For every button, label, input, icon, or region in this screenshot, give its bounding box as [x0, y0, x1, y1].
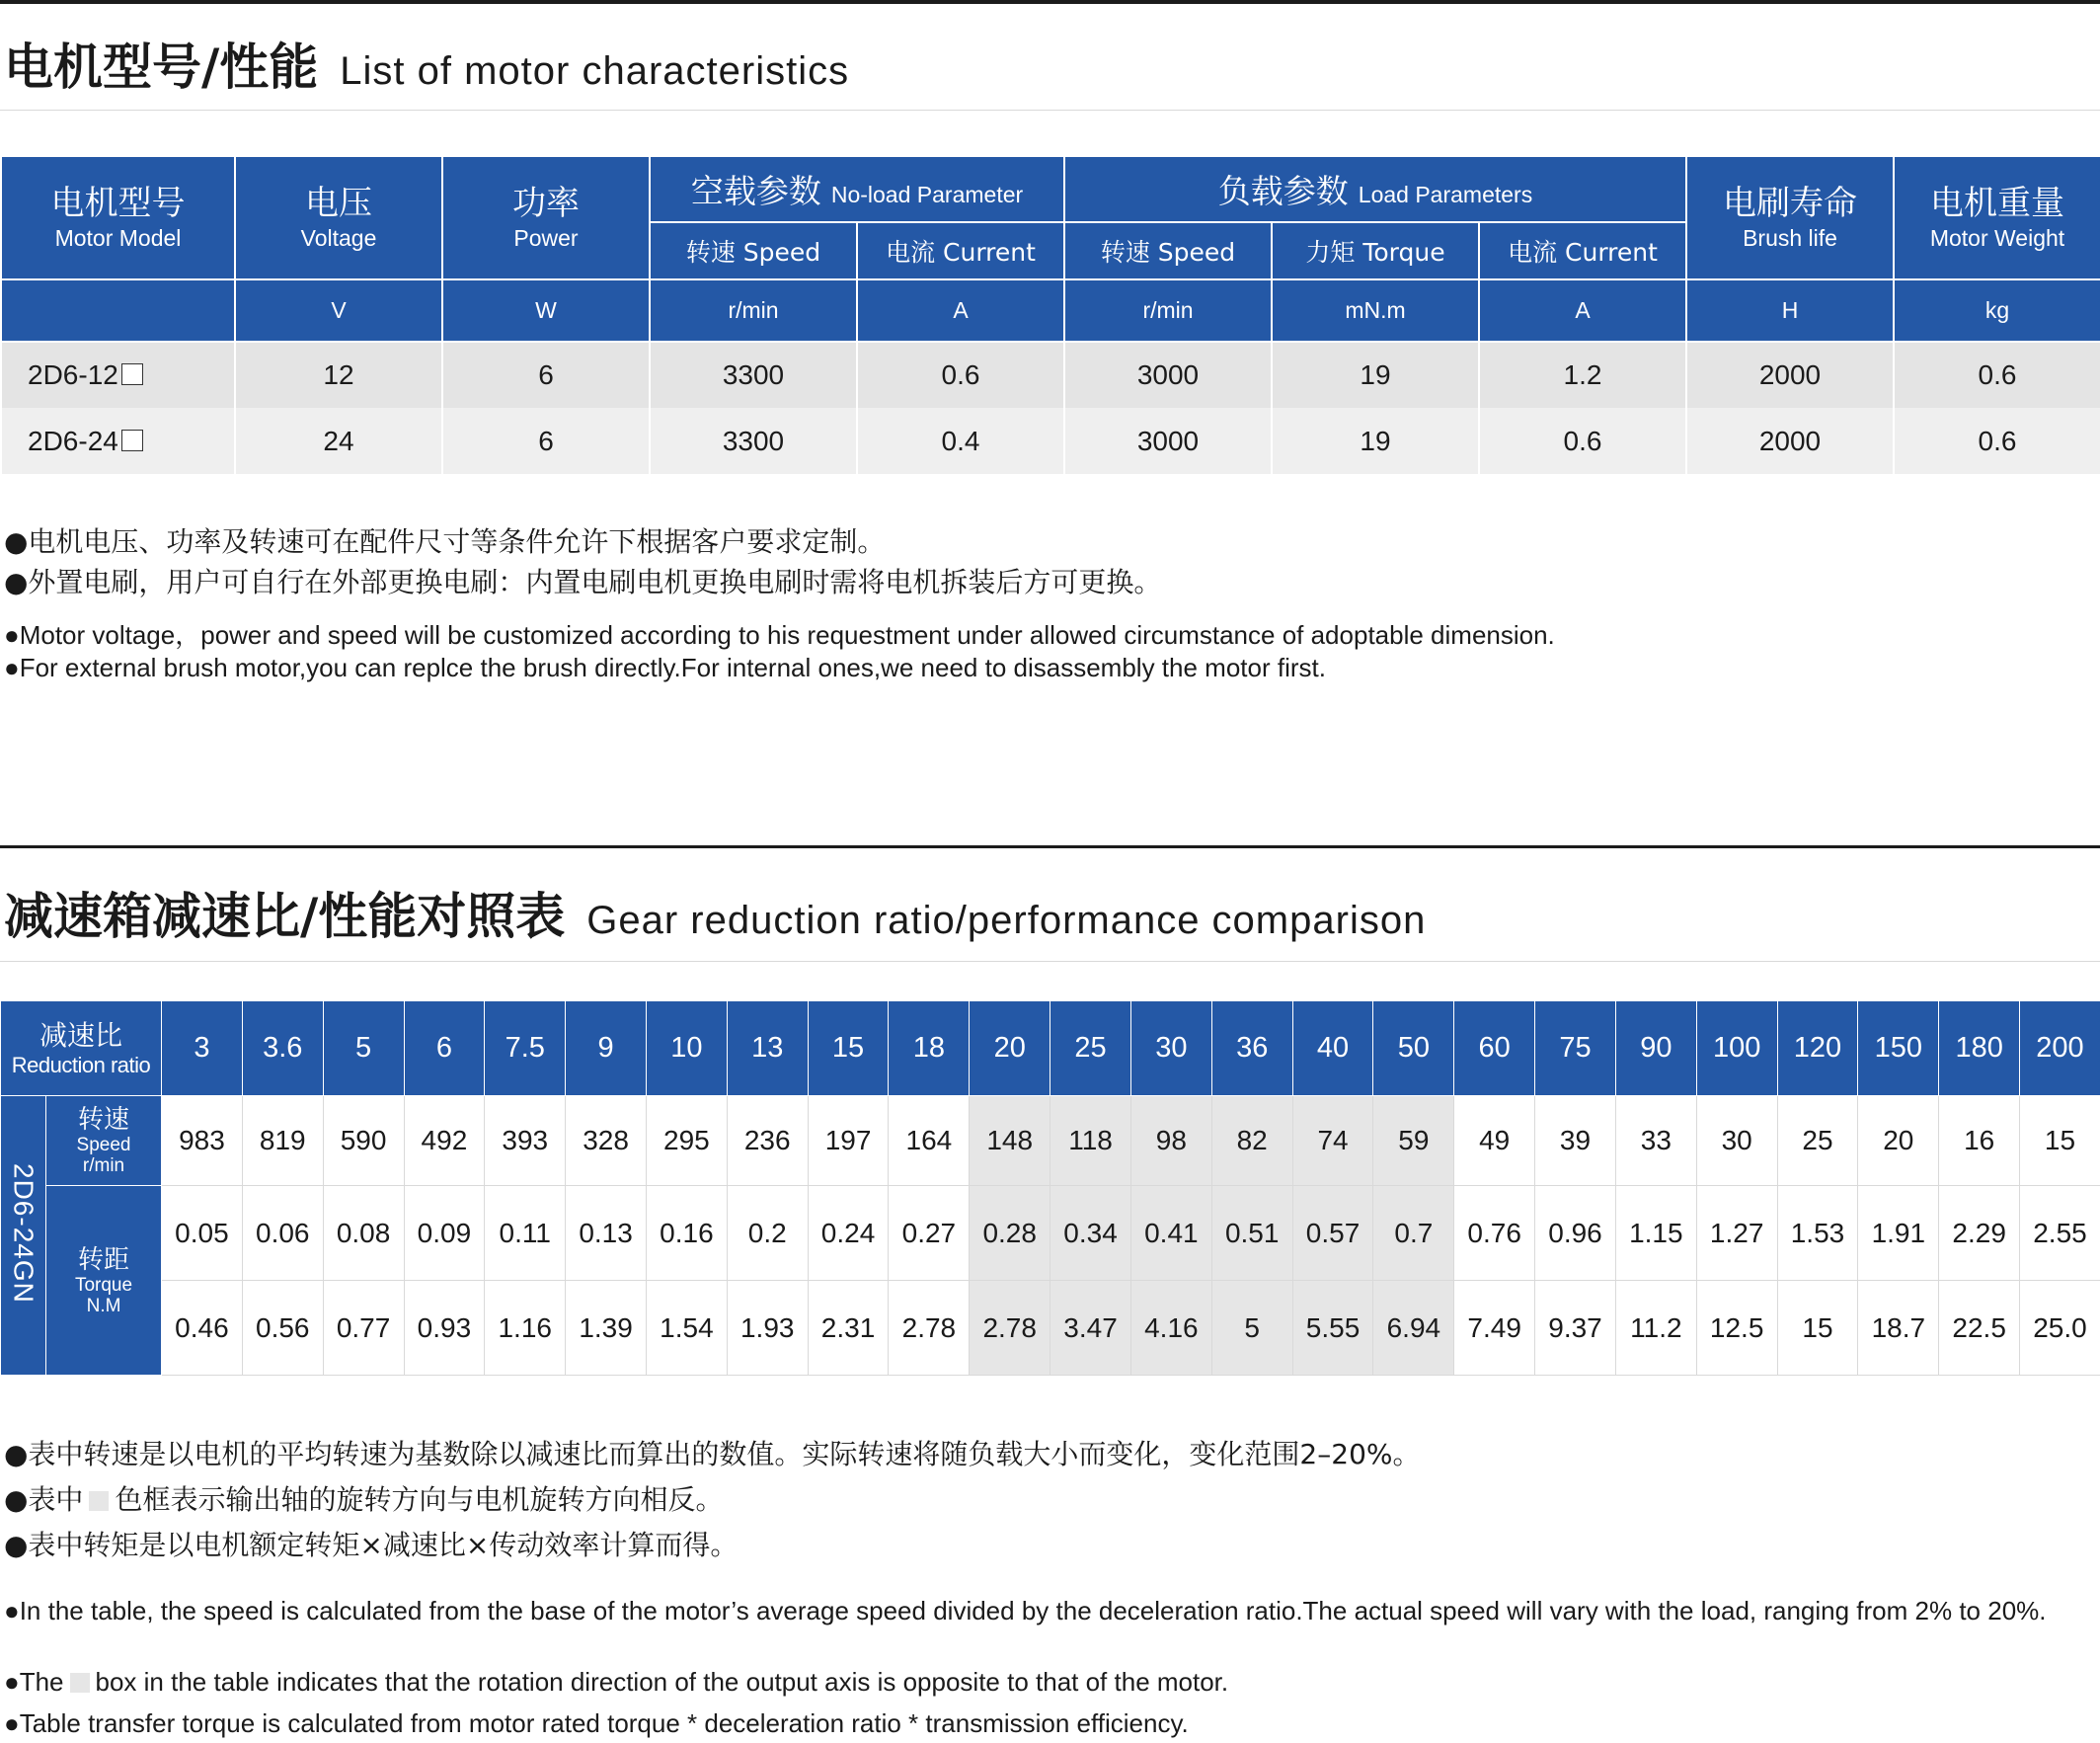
- cell-power: 6: [442, 342, 650, 408]
- header-power: 功率 Power: [442, 156, 650, 279]
- speed-value: 197: [808, 1096, 889, 1186]
- ratio-header: 30: [1130, 1001, 1211, 1096]
- gear-reduction-table: [0, 1000, 2100, 1376]
- torque-value: 0.96: [1535, 1186, 1616, 1281]
- torque-value: 0.56: [242, 1281, 323, 1376]
- torque-value: 1.39: [566, 1281, 647, 1376]
- cell-brush-life: 2000: [1686, 408, 1894, 474]
- cell-load-speed: 3000: [1064, 342, 1272, 408]
- ratio-header: 180: [1939, 1001, 2020, 1096]
- ratio-header: 3: [162, 1001, 243, 1096]
- ratio-header: 5: [323, 1001, 404, 1096]
- cell-noload-current: 0.6: [857, 342, 1064, 408]
- ratio-header: 9: [566, 1001, 647, 1096]
- torque-value: 2.55: [2020, 1186, 2100, 1281]
- torque-value: 4.16: [1130, 1281, 1211, 1376]
- speed-value: 328: [566, 1096, 647, 1186]
- speed-value: 819: [242, 1096, 323, 1186]
- table-row: [1, 342, 2100, 408]
- speed-value: 30: [1696, 1096, 1777, 1186]
- cell-voltage: 12: [235, 342, 442, 408]
- torque-value: 0.28: [970, 1186, 1050, 1281]
- ratio-header: 75: [1535, 1001, 1616, 1096]
- speed-value: 393: [485, 1096, 566, 1186]
- ratio-header: 50: [1373, 1001, 1454, 1096]
- torque-value: 5.55: [1292, 1281, 1373, 1376]
- torque-value: 0.08: [323, 1186, 404, 1281]
- row-label-torque: 转距 Torque N.M: [46, 1186, 162, 1376]
- section-divider: [0, 110, 2100, 111]
- speed-value: 33: [1615, 1096, 1696, 1186]
- ratio-header: 15: [808, 1001, 889, 1096]
- ratio-header: 20: [970, 1001, 1050, 1096]
- header-motor-weight: 电机重量 Motor Weight: [1894, 156, 2100, 279]
- torque-value: 1.91: [1858, 1186, 1939, 1281]
- checkbox-square-icon: [121, 363, 143, 385]
- torque-value: 9.37: [1535, 1281, 1616, 1376]
- speed-value: 492: [404, 1096, 485, 1186]
- torque-value: 0.51: [1211, 1186, 1292, 1281]
- header-load-speed: 转速 Speed: [1064, 222, 1272, 279]
- torque-value: 1.15: [1615, 1186, 1696, 1281]
- model-label-vertical: 2D6-24GN: [1, 1096, 46, 1376]
- torque-value: 12.5: [1696, 1281, 1777, 1376]
- torque-value: 2.29: [1939, 1186, 2020, 1281]
- ratio-header: 36: [1211, 1001, 1292, 1096]
- cell-noload-speed: 3300: [650, 408, 857, 474]
- torque-value: 0.05: [162, 1186, 243, 1281]
- speed-value: 49: [1454, 1096, 1535, 1186]
- torque-value: 1.16: [485, 1281, 566, 1376]
- unit-load-speed: r/min: [1064, 279, 1272, 342]
- unit-motor-weight: kg: [1894, 279, 2100, 342]
- unit-load-torque: mN.m: [1272, 279, 1479, 342]
- section-rule: [0, 845, 2100, 848]
- torque-value: 1.27: [1696, 1186, 1777, 1281]
- cell-power: 6: [442, 408, 650, 474]
- ratio-header: 200: [2020, 1001, 2100, 1096]
- torque-value: 0.7: [1373, 1186, 1454, 1281]
- ratio-header: 90: [1615, 1001, 1696, 1096]
- note-zh-2: ●外置电刷，用户可自行在外部更换电刷：内置电刷电机更换电刷时需将电机拆装后方可更换。: [4, 566, 1162, 598]
- torque-value: 3.47: [1050, 1281, 1131, 1376]
- cell-load-current: 0.6: [1479, 408, 1686, 474]
- table-row: [1, 408, 2100, 474]
- cell-model: 2D6-12: [1, 342, 235, 408]
- section-title-en: Gear reduction ratio/performance comparison: [586, 899, 1427, 942]
- unit-noload-speed: r/min: [650, 279, 857, 342]
- speed-value: 295: [646, 1096, 727, 1186]
- cell-load-torque: 19: [1272, 408, 1479, 474]
- unit-load-current: A: [1479, 279, 1686, 342]
- torque-value: 0.27: [889, 1186, 970, 1281]
- torque-value: 1.53: [1777, 1186, 1858, 1281]
- cell-voltage: 24: [235, 408, 442, 474]
- speed-value: 118: [1050, 1096, 1131, 1186]
- note2-zh-1: ●表中转速是以电机的平均转速为基数除以减速比而算出的数值。实际转速将随负载大小而变化，变化范围2–20%。: [4, 1438, 1421, 1470]
- cell-model: 2D6-24: [1, 408, 235, 474]
- torque-value: 0.46: [162, 1281, 243, 1376]
- torque-value: 2.31: [808, 1281, 889, 1376]
- cell-brush-life: 2000: [1686, 342, 1894, 408]
- ratio-header: 150: [1858, 1001, 1939, 1096]
- torque-value: 0.77: [323, 1281, 404, 1376]
- torque-value: 0.34: [1050, 1186, 1131, 1281]
- note-en-2: ●For external brush motor,you can replce the brush directly.For internal ones,we need to disassembly the motor first.: [4, 653, 1326, 682]
- section-title-zh: 减速箱减速比/性能对照表: [4, 888, 566, 945]
- ratio-header: 25: [1050, 1001, 1131, 1096]
- header-brush-life: 电刷寿命 Brush life: [1686, 156, 1894, 279]
- cell-motor-weight: 0.6: [1894, 408, 2100, 474]
- motor-characteristics-table: [0, 155, 2100, 474]
- torque-value: 0.57: [1292, 1186, 1373, 1281]
- speed-value: 236: [727, 1096, 808, 1186]
- ratio-header: 7.5: [485, 1001, 566, 1096]
- torque-value: 2.78: [889, 1281, 970, 1376]
- torque-value: 0.24: [808, 1186, 889, 1281]
- section-title-motor: [4, 28, 849, 99]
- torque-value: 6.94: [1373, 1281, 1454, 1376]
- torque-value: 15: [1777, 1281, 1858, 1376]
- note2-en-1: ●In the table, the speed is calculated from the base of the motor’s average speed divided by the deceleration ratio.The actual speed will vary with the load, ranging from 2% to 20%.: [4, 1596, 2047, 1625]
- torque-value: 7.49: [1454, 1281, 1535, 1376]
- table-row: [1, 1281, 2100, 1376]
- cell-load-current: 1.2: [1479, 342, 1686, 408]
- torque-value: 25.0: [2020, 1281, 2100, 1376]
- ratio-header: 18: [889, 1001, 970, 1096]
- ratio-header: 100: [1696, 1001, 1777, 1096]
- gray-box-icon: [89, 1491, 109, 1511]
- cell-load-speed: 3000: [1064, 408, 1272, 474]
- speed-value: 59: [1373, 1096, 1454, 1186]
- cell-noload-speed: 3300: [650, 342, 857, 408]
- torque-value: 0.41: [1130, 1186, 1211, 1281]
- header-noload-speed: 转速 Speed: [650, 222, 857, 279]
- ratio-header: 6: [404, 1001, 485, 1096]
- torque-value: 1.54: [646, 1281, 727, 1376]
- torque-value: 0.93: [404, 1281, 485, 1376]
- speed-value: 16: [1939, 1096, 2020, 1186]
- torque-value: 2.78: [970, 1281, 1050, 1376]
- gray-box-icon: [70, 1673, 90, 1693]
- ratio-header: 60: [1454, 1001, 1535, 1096]
- header-noload-current: 电流 Current: [857, 222, 1064, 279]
- speed-value: 983: [162, 1096, 243, 1186]
- torque-value: 0.76: [1454, 1186, 1535, 1281]
- unit-model-blank: [1, 279, 235, 342]
- section-title-en: List of motor characteristics: [340, 49, 850, 93]
- speed-value: 98: [1130, 1096, 1211, 1186]
- ratio-header: 40: [1292, 1001, 1373, 1096]
- checkbox-square-icon: [121, 430, 143, 451]
- torque-value: 0.13: [566, 1186, 647, 1281]
- note-zh-1: ●电机电压、功率及转速可在配件尺寸等条件允许下根据客户要求定制。: [4, 525, 886, 558]
- speed-value: 15: [2020, 1096, 2100, 1186]
- header-reduction-ratio: 减速比 Reduction ratio: [1, 1001, 162, 1096]
- note-en-1: ●Motor voltage，power and speed will be customized according to his requestment under allowed circumstance of adoptable dimension.: [4, 620, 1555, 650]
- speed-value: 39: [1535, 1096, 1616, 1186]
- table-row: [1, 1186, 2100, 1281]
- speed-value: 148: [970, 1096, 1050, 1186]
- ratio-header: 120: [1777, 1001, 1858, 1096]
- torque-value: 1.93: [727, 1281, 808, 1376]
- cell-noload-current: 0.4: [857, 408, 1064, 474]
- header-load-current: 电流 Current: [1479, 222, 1686, 279]
- cell-load-torque: 19: [1272, 342, 1479, 408]
- cell-motor-weight: 0.6: [1894, 342, 2100, 408]
- torque-value: 11.2: [1615, 1281, 1696, 1376]
- note2-zh-3: ●表中转矩是以电机额定转矩×减速比×传动效率计算而得。: [4, 1529, 739, 1561]
- torque-value: 18.7: [1858, 1281, 1939, 1376]
- unit-voltage: V: [235, 279, 442, 342]
- header-motor-model: 电机型号 Motor Model: [1, 156, 235, 279]
- table-row: [1, 1096, 2100, 1186]
- unit-power: W: [442, 279, 650, 342]
- section-divider: [0, 961, 2100, 962]
- section-title-gear: [4, 877, 1426, 948]
- header-voltage: 电压 Voltage: [235, 156, 442, 279]
- ratio-header: 10: [646, 1001, 727, 1096]
- ratio-header: 3.6: [242, 1001, 323, 1096]
- header-noload-parameter: 空载参数 No-load Parameter: [650, 156, 1064, 222]
- torque-value: 0.16: [646, 1186, 727, 1281]
- header-load-parameters: 负载参数 Load Parameters: [1064, 156, 1686, 222]
- ratio-header: 13: [727, 1001, 808, 1096]
- top-rule: [0, 0, 2100, 4]
- speed-value: 20: [1858, 1096, 1939, 1186]
- unit-noload-current: A: [857, 279, 1064, 342]
- torque-value: 0.06: [242, 1186, 323, 1281]
- section-title-zh: 电机型号/性能: [4, 39, 319, 96]
- torque-value: 5: [1211, 1281, 1292, 1376]
- note2-en-3: ●Table transfer torque is calculated from motor rated torque * deceleration ratio * transmission efficiency.: [4, 1708, 1189, 1738]
- torque-value: 0.11: [485, 1186, 566, 1281]
- speed-value: 74: [1292, 1096, 1373, 1186]
- header-load-torque: 力矩 Torque: [1272, 222, 1479, 279]
- row-label-speed: 转速 Speed r/min: [46, 1096, 162, 1186]
- note2-zh-2: ●表中 色框表示输出轴的旋转方向与电机旋转方向相反。: [4, 1483, 724, 1516]
- torque-value: 0.09: [404, 1186, 485, 1281]
- speed-value: 25: [1777, 1096, 1858, 1186]
- torque-value: 22.5: [1939, 1281, 2020, 1376]
- note2-en-2: ●The box in the table indicates that the rotation direction of the output axis is opposite to that of the motor.: [4, 1667, 1229, 1697]
- speed-value: 164: [889, 1096, 970, 1186]
- torque-value: 0.2: [727, 1186, 808, 1281]
- unit-brush-life: H: [1686, 279, 1894, 342]
- speed-value: 82: [1211, 1096, 1292, 1186]
- speed-value: 590: [323, 1096, 404, 1186]
